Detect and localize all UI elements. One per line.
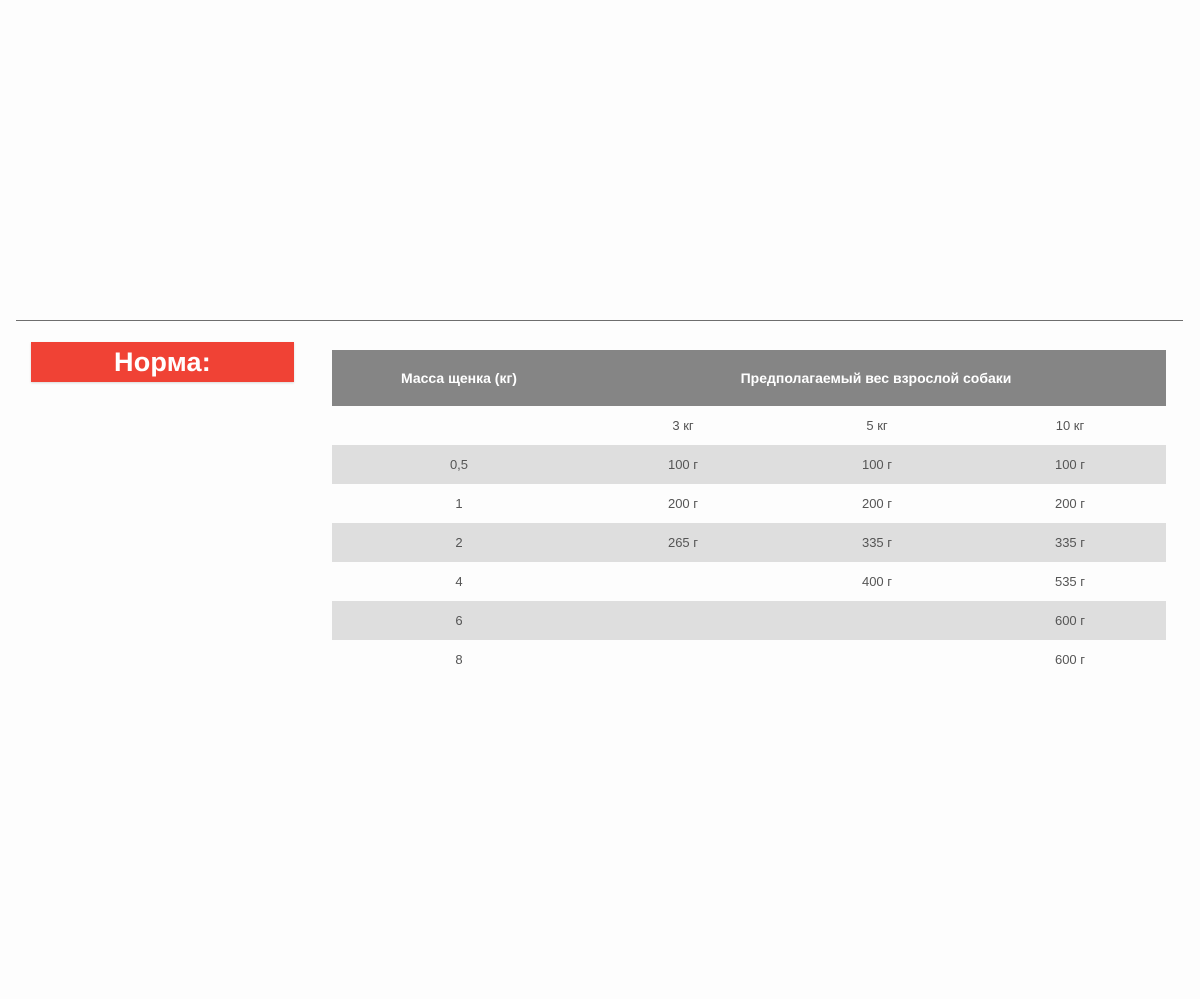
table-cell: 535 г	[1054, 574, 1086, 589]
table-cell: 600 г	[1054, 613, 1086, 628]
table-cell: 8	[455, 652, 463, 667]
table-row	[332, 445, 1166, 484]
table-cell: 335 г	[1054, 535, 1086, 550]
table-cell: 200 г	[667, 496, 699, 511]
table-cell: 0,5	[449, 457, 469, 472]
norm-heading-badge	[31, 342, 294, 382]
subheader-cell: 10 кг	[1055, 418, 1085, 433]
table-cell: 4	[455, 574, 463, 589]
table-cell: 600 г	[1054, 652, 1086, 667]
table-cell: 265 г	[667, 535, 699, 550]
table-cell: 200 г	[861, 496, 893, 511]
table-cell: 200 г	[1054, 496, 1086, 511]
norm-heading-label: Норма:	[114, 346, 211, 377]
table-row	[332, 640, 1166, 679]
table-row	[332, 601, 1166, 640]
table-subheader-row	[332, 406, 1166, 445]
table-cell: 2	[455, 535, 463, 550]
table-cell: 335 г	[861, 535, 893, 550]
table-cell: 400 г	[861, 574, 893, 589]
table-cell: 100 г	[1054, 457, 1086, 472]
subheader-cell: 5 кг	[866, 418, 888, 433]
table-cell: 6	[455, 613, 463, 628]
table-cell: 100 г	[861, 457, 893, 472]
table-cell: 100 г	[667, 457, 699, 472]
header-puppy-mass: Масса щенка (кг)	[401, 370, 517, 386]
table-row	[332, 484, 1166, 523]
table-header-row	[332, 350, 1166, 406]
table-cell: 1	[455, 496, 463, 511]
horizontal-divider	[16, 320, 1183, 321]
table-row	[332, 562, 1166, 601]
header-adult-weight: Предполагаемый вес взрослой собаки	[740, 370, 1012, 386]
table-row	[332, 523, 1166, 562]
subheader-cell: 3 кг	[672, 418, 694, 433]
feeding-table	[332, 350, 1166, 679]
